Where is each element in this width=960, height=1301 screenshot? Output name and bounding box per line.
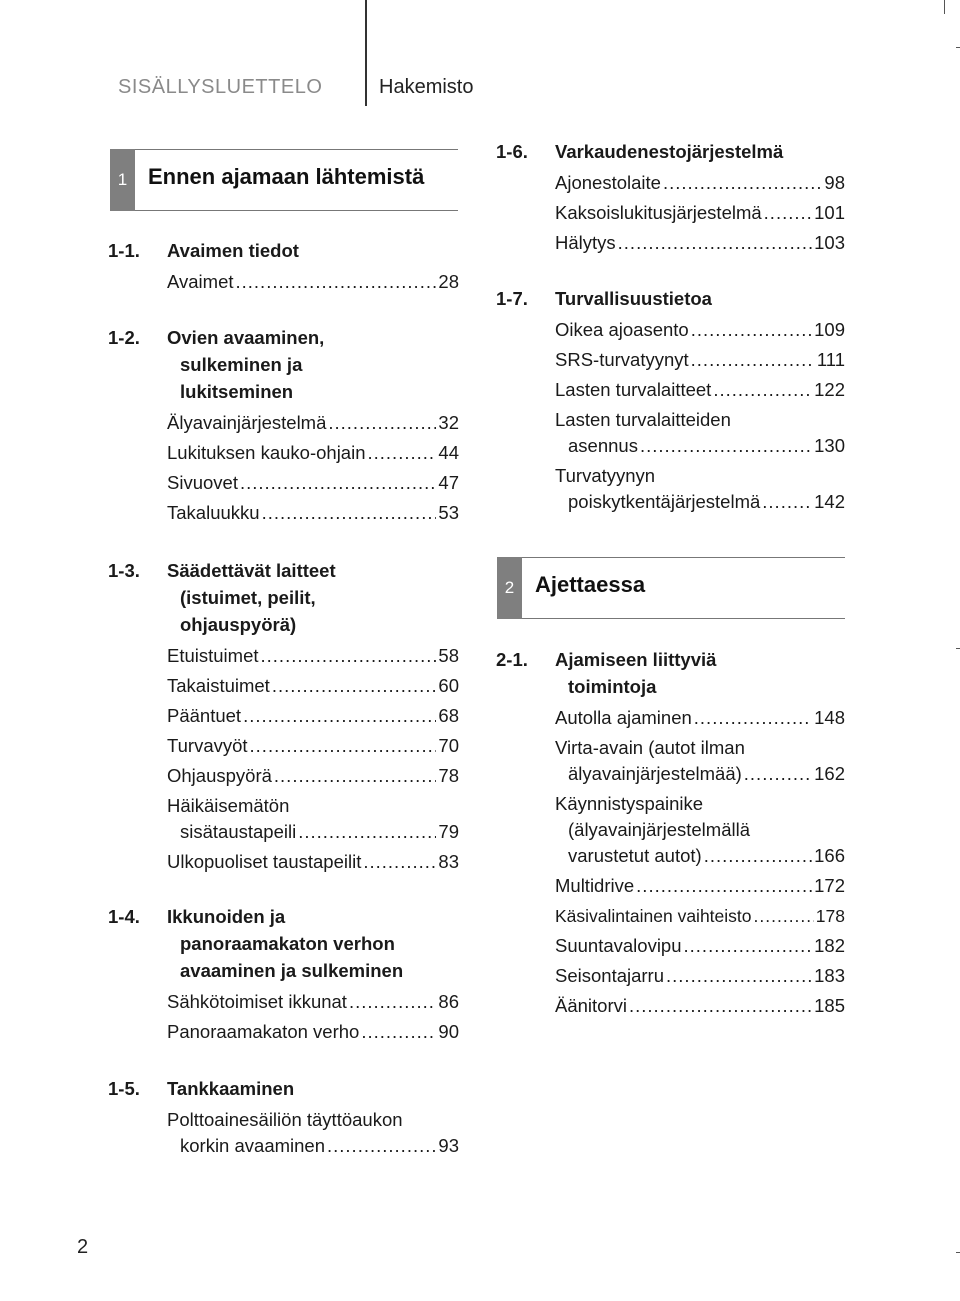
chapter-title[interactable]: Tankkaaminen	[167, 1078, 295, 1099]
page-ref: 68	[438, 705, 459, 726]
page-ref: 183	[814, 965, 845, 986]
toc-entry[interactable]: Suuntavalovipu ..... 182	[555, 933, 845, 959]
page-ref: 60	[438, 675, 459, 696]
toc-entry[interactable]: Ajonestolaite ..... 98	[555, 170, 845, 196]
toc-nav-link[interactable]: SISÄLLYSLUETTELO	[118, 76, 323, 98]
page-ref: 83	[438, 851, 459, 872]
crop-mark	[944, 0, 945, 14]
page-ref: 90	[438, 1021, 459, 1042]
chapter-title[interactable]: Ovien avaaminen, sulkeminen ja lukitseminen	[167, 327, 325, 402]
toc-entry[interactable]: Lasten turvalaitteet ..... 122	[555, 377, 845, 403]
toc-entry[interactable]: Käsivalintainen vaihteisto ..... 178	[555, 903, 845, 929]
section-title: Ennen ajamaan lähtemistä	[148, 164, 425, 189]
header-divider	[365, 0, 367, 106]
toc-entry[interactable]: Älyavainjärjestelmä ..... 32	[167, 410, 459, 436]
crop-mark	[956, 47, 960, 48]
crop-mark	[956, 1252, 960, 1253]
chapter-title[interactable]: Ikkunoiden ja panoraamakaton verhon avaaminen ja sulkeminen	[167, 906, 404, 981]
chapter-1-2	[108, 324, 459, 530]
toc-entry[interactable]: SRS-turvatyynyt ..... 111	[555, 347, 845, 373]
page-ref: 185	[814, 995, 845, 1016]
section-header-1	[110, 149, 458, 211]
page-ref: 98	[824, 172, 845, 193]
chapter-number: 1-5.	[108, 1078, 140, 1099]
toc-entry[interactable]: Multidrive ..... 172	[555, 873, 845, 899]
chapter-1-1	[108, 237, 459, 299]
index-nav-link[interactable]: Hakemisto	[379, 76, 474, 98]
page-ref: 101	[814, 202, 845, 223]
section-title: Ajettaessa	[535, 572, 646, 597]
section-header-2	[497, 557, 845, 619]
chapter-title[interactable]: Säädettävät laitteet (istuimet, peilit, ohjauspyörä)	[167, 560, 336, 635]
toc-entry[interactable]: Seisontajarru ..... 183	[555, 963, 845, 989]
chapter-title[interactable]: Varkaudenestojärjestelmä	[555, 141, 784, 162]
chapter-number: 1-7.	[496, 288, 528, 309]
page-ref: 130	[814, 435, 845, 456]
page-ref: 86	[438, 991, 459, 1012]
page-number: 2	[77, 1236, 89, 1258]
page-ref: 148	[814, 707, 845, 728]
toc-entry[interactable]: Takaluukku ..... 53	[167, 500, 459, 526]
chapter-number: 1-3.	[108, 560, 140, 581]
section-tab: 2	[497, 557, 522, 619]
chapter-number: 2-1.	[496, 649, 528, 670]
page-ref: 44	[438, 442, 459, 463]
page-ref: 166	[814, 845, 845, 866]
toc-entry[interactable]: Lukituksen kauko-ohjain ..... 44	[167, 440, 459, 466]
page-ref: 93	[438, 1135, 459, 1156]
page-ref: 178	[815, 906, 845, 926]
toc-entry[interactable]: Polttoainesäiliön täyttöaukon korkin avaaminen ..... 93	[167, 1107, 459, 1159]
chapter-title[interactable]: Ajamiseen liittyviä toimintoja	[555, 649, 717, 697]
chapter-title[interactable]: Turvallisuustietoa	[555, 288, 712, 309]
page-ref: 103	[814, 232, 845, 253]
chapter-number: 1-1.	[108, 240, 140, 261]
page-ref: 47	[438, 472, 459, 493]
page-ref: 111	[816, 349, 845, 370]
chapter-1-4	[108, 903, 459, 1049]
page-ref: 58	[438, 645, 459, 666]
toc-entry[interactable]: Sivuovet ..... 47	[167, 470, 459, 496]
page-ref: 182	[814, 935, 845, 956]
toc-entry[interactable]: Häikäisemätön sisätaustapeili ..... 79	[167, 793, 459, 845]
page-ref: 78	[438, 765, 459, 786]
page-ref: 32	[438, 412, 459, 433]
toc-entry[interactable]: Virta-avain (autot ilman älyavainjärjestelmää) ..... 162	[555, 735, 845, 787]
page-ref: 122	[814, 379, 845, 400]
section-tab: 1	[110, 149, 135, 211]
chapter-1-7	[496, 285, 845, 519]
toc-entry[interactable]: Äänitorvi ..... 185	[555, 993, 845, 1019]
chapter-1-3	[108, 557, 459, 879]
chapter-1-5	[108, 1075, 459, 1163]
page-ref: 70	[438, 735, 459, 756]
chapter-number: 1-2.	[108, 327, 140, 348]
page-ref: 79	[438, 821, 459, 842]
toc-entry[interactable]: Kaksoislukitusjärjestelmä ..... 101	[555, 200, 845, 226]
page-ref: 53	[438, 502, 459, 523]
toc-entry[interactable]: Turvatyynyn poiskytkentäjärjestelmä ..... 142	[555, 463, 845, 515]
toc-entry[interactable]: Takaistuimet ..... 60	[167, 673, 459, 699]
chapter-number: 1-6.	[496, 141, 528, 162]
page-ref: 142	[814, 491, 845, 512]
toc-entry[interactable]: Turvavyöt ..... 70	[167, 733, 459, 759]
toc-entry[interactable]: Käynnistyspainike (älyavainjärjestelmällä varustetut autot) ..... 166	[555, 791, 845, 869]
toc-entry[interactable]: Pääntuet ..... 68	[167, 703, 459, 729]
toc-entry[interactable]: Lasten turvalaitteiden asennus ..... 130	[555, 407, 845, 459]
chapter-title[interactable]: Avaimen tiedot	[167, 240, 299, 261]
chapter-2-1	[496, 646, 845, 1023]
chapter-number: 1-4.	[108, 906, 140, 927]
page-ref: 162	[814, 763, 845, 784]
chapter-1-6	[496, 138, 845, 260]
toc-entry[interactable]: Etuistuimet ..... 58	[167, 643, 459, 669]
page-ref: 172	[814, 875, 845, 896]
toc-entry[interactable]: Ohjauspyörä ..... 78	[167, 763, 459, 789]
toc-entry[interactable]: Oikea ajoasento ..... 109	[555, 317, 845, 343]
page-ref: 28	[438, 271, 459, 292]
page-ref: 109	[814, 319, 845, 340]
toc-entry[interactable]: Sähkötoimiset ikkunat ..... 86	[167, 989, 459, 1015]
crop-mark	[956, 648, 960, 649]
toc-entry[interactable]: Avaimet ..... 28	[167, 269, 459, 295]
toc-entry[interactable]: Hälytys ..... 103	[555, 230, 845, 256]
toc-entry[interactable]: Autolla ajaminen ..... 148	[555, 705, 845, 731]
toc-entry[interactable]: Ulkopuoliset taustapeilit ..... 83	[167, 849, 459, 875]
toc-entry[interactable]: Panoraamakaton verho ..... 90	[167, 1019, 459, 1045]
